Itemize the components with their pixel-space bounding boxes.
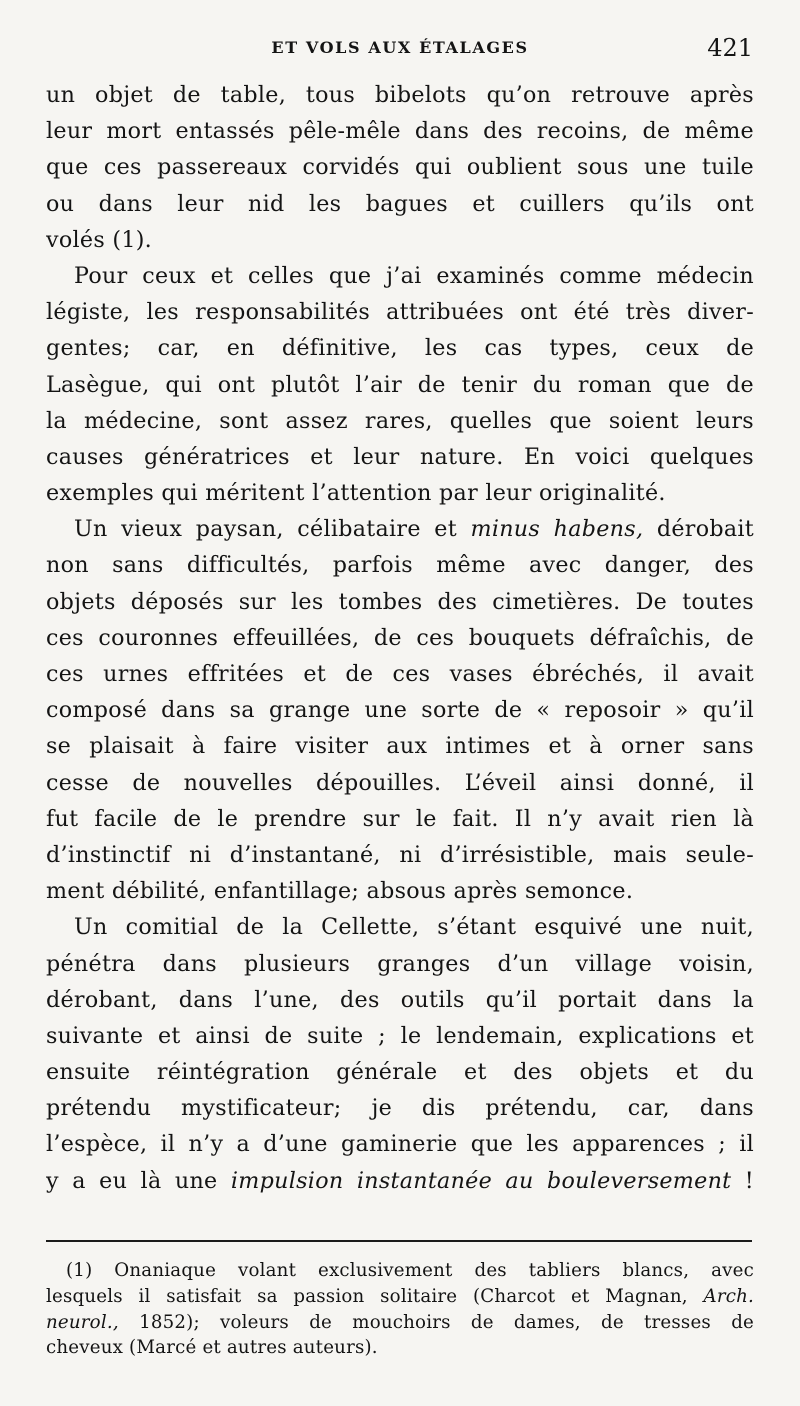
text-line: un objet de table, tous bibelots qu’on retrouve après: [46, 82, 754, 108]
text-line: que ces passereaux corvidés qui oublient sous une tuile: [46, 154, 754, 181]
text-line: ces couronnes effeuillées, de ces bouquets défraîchis, de: [46, 624, 754, 651]
text-line: gentes; car, en définitive, les cas types, ceux de: [46, 335, 754, 362]
text-line: objets déposés sur les tombes des cimetières. De toutes: [46, 588, 754, 615]
footnote-line: cheveux (Marcé et autres auteurs).: [46, 1337, 378, 1359]
running-title: ET VOLS AUX ÉTALAGES: [271, 38, 529, 57]
text-line: la médecine, sont assez rares, quelles que soient leurs: [46, 407, 754, 434]
text-line: se plaisait à faire visiter aux intimes et à orner sans: [46, 733, 754, 760]
paragraph-4: [46, 909, 754, 1199]
emphasis-phrase: impulsion instantanée au bouleversement: [230, 1167, 732, 1194]
text-line: ensuite réintégration générale et des objets et du: [46, 1059, 754, 1086]
text-run: y a eu là une: [46, 1167, 231, 1194]
text-line: ment débilité, enfantillage; absous après semonce.: [46, 878, 634, 905]
text-line: ou dans leur nid les bagues et cuillers qu’ils ont: [46, 190, 754, 217]
text-line: causes génératrices et leur nature. En voici quelques: [46, 443, 754, 470]
text-line: suivante et ainsi de suite ; le lendemain, explications et: [46, 1022, 754, 1049]
text-run: lesquels il satisfait sa passion solitaire (Charcot et Magnan,: [46, 1285, 688, 1307]
text-line: fut facile de le prendre sur le fait. Il n’y avait rien là: [46, 805, 754, 832]
text-run: !: [731, 1167, 754, 1194]
text-run: Un vieux paysan, célibataire et: [74, 516, 471, 543]
paragraph-2: [46, 258, 754, 511]
journal-abbrev: Arch.: [703, 1285, 754, 1307]
text-line: Lasègue, qui ont plutôt l’air de tenir du roman que de: [46, 371, 754, 398]
text-line: non sans difficultés, parfois même avec danger, des: [46, 552, 754, 579]
footnote-line: [46, 1310, 754, 1336]
text-line: ces urnes effritées et de ces vases ébréchés, il avait: [46, 661, 754, 687]
paragraph-1: [46, 77, 754, 258]
text-line: leur mort entassés pêle-mêle dans des recoins, de même: [46, 118, 754, 145]
text-line: volés (1).: [46, 226, 153, 253]
footnote-line: [46, 1284, 754, 1310]
page-header: [45, 34, 755, 74]
text-line: composé dans sa grange une sorte de « reposoir » qu’il: [46, 697, 754, 724]
body-text: [46, 77, 754, 1199]
text-line: pénétra dans plusieurs granges d’un village voisin,: [46, 950, 754, 977]
text-line: cesse de nouvelles dépouilles. L’éveil ainsi donné, il: [46, 769, 754, 796]
footnote: [46, 1258, 754, 1361]
text-line: dérobant, dans l’une, des outils qu’il portait dans la: [46, 986, 754, 1013]
text-line: l’espèce, il n’y a d’une gaminerie que les apparences ; il: [46, 1131, 754, 1158]
footnote-line: (1) Onaniaque volant exclusivement des tabliers blancs, avec: [66, 1260, 754, 1281]
text-line: légiste, les responsabilités attribuées ont été très diver-: [46, 299, 754, 326]
footnote-rule: [46, 1240, 752, 1242]
page-number: 421: [707, 34, 753, 62]
text-line: d’instinctif ni d’instantané, ni d’irrésistible, mais seule-: [46, 841, 754, 868]
text-line: exemples qui méritent l’attention par leur originalité.: [46, 480, 666, 507]
text-line: prétendu mystificateur; je dis prétendu, car, dans: [46, 1095, 754, 1122]
text-line: [46, 511, 754, 547]
text-run: dérobait: [643, 516, 754, 543]
text-line: [46, 1163, 754, 1199]
journal-abbrev: neurol.,: [46, 1311, 119, 1333]
latin-phrase: minus habens,: [470, 516, 644, 543]
text-line: Un comitial de la Cellette, s’étant esquivé une nuit,: [74, 914, 754, 941]
paragraph-3: [46, 511, 754, 909]
text-line: Pour ceux et celles que j’ai examinés comme médecin: [74, 262, 754, 289]
text-run: 1852); voleurs de mouchoirs de dames, de tresses de: [118, 1311, 754, 1333]
